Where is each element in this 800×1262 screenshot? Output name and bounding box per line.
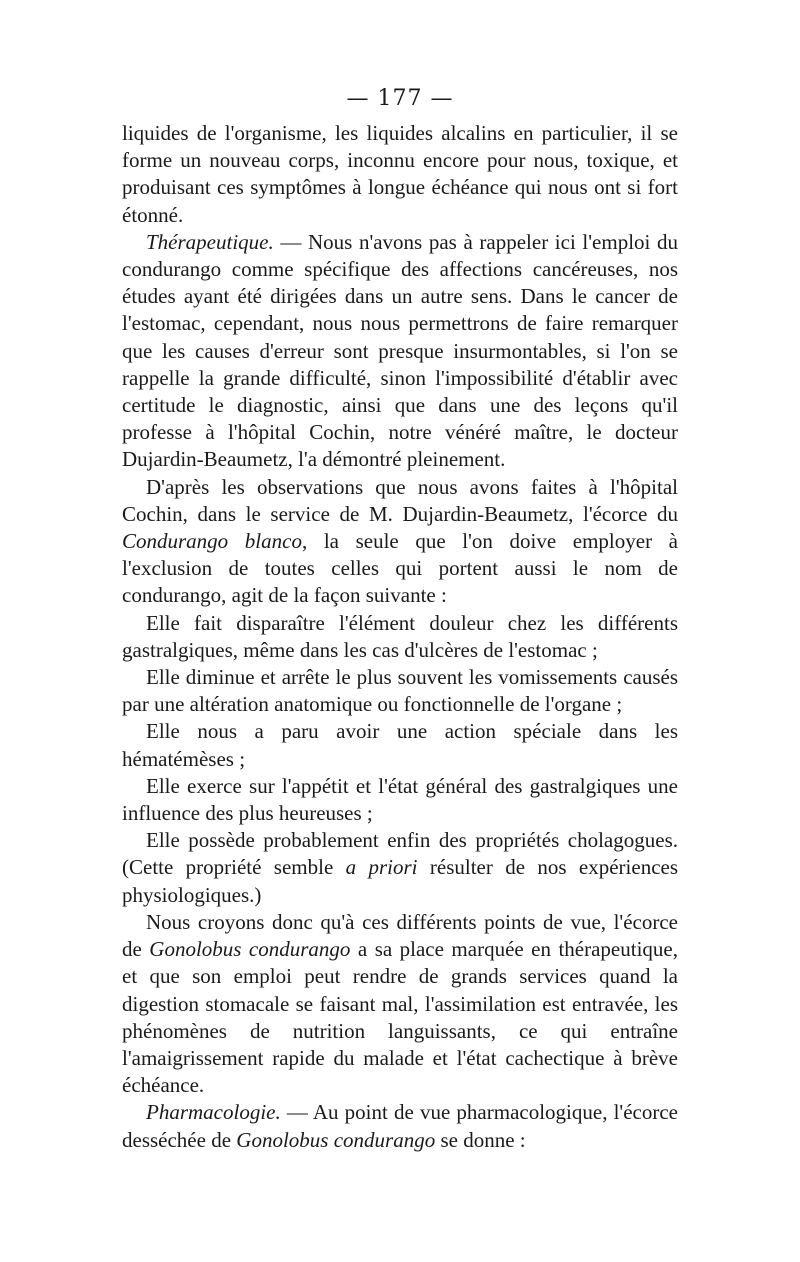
paragraph-text: Nous croyons donc qu'à ces différents points de vue, l'écorce de [122,909,678,962]
paragraph-text: résulter de nos expériences physiologiques.) [122,855,679,907]
paragraph-text: Elle fait disparaître l'élément douleur chez les différents gastralgiques, même dans les cas d'ulcères de l'estomac ; [122,610,678,662]
paragraph-text: D'après les observations que nous avons faites à l'hôpital Cochin, dans le service de M. Dujardin-Beaumetz, l'écorce du [122,474,678,526]
section-heading-therapeutique: Thérapeutique. [146,229,274,254]
page-number: — 177 — [346,86,454,111]
paragraph-conclusion [122,909,678,1099]
paragraph-effect-appetite [122,773,678,827]
paragraph-effect-pain [122,610,678,664]
paragraph-text: — Au point de vue pharmacologique, l'écorce desséchée de [122,1100,678,1152]
paragraph-therapeutique [122,229,678,474]
italic-term: Gonolobus condurango [149,937,351,962]
paragraph-pharmacologie [122,1099,678,1153]
section-heading-pharmacologie: Pharmacologie. [146,1100,281,1125]
paragraph-text: Elle exerce sur l'appétit et l'état général des gastralgiques une influence des plus heureuses ; [122,773,678,826]
paragraph-effect-cholagogue [122,827,678,909]
paragraph-effect-hematemesis [122,718,678,772]
paragraph-observations [122,474,678,610]
paragraph-text: liquides de l'organisme, les liquides alcalins en particulier, il se forme un nouveau corps, inconnu encore pour nous, toxique, et produisant ces symptômes à longue échéance qui nous ont si fort étonné. [122,121,678,227]
italic-term: Gonolobus condurango [236,1127,436,1152]
paragraph-text: a sa place marquée en thérapeutique, et que son emploi peut rendre de grands services quand la digestion stomacale se faisant mal, l'assimilation est entravée, les phénomènes de nutrition languissants, ce qui entraîne l'amaigrissement rapide du malade et l'état cachectique à brève échéance. [122,937,678,1098]
paragraph-text: , la seule que l'on doive employer à l'exclusion de toutes celles qui portent aussi le nom de condurango, agit de la façon suivante : [122,529,678,608]
body-text [122,120,678,1154]
paragraph-text: Elle possède probablement enfin des propriétés cholagogues. (Cette propriété semble [122,828,678,880]
italic-term: Condurango blanco [122,529,302,554]
paragraph-text: — Nous n'avons pas à rappeler ici l'emploi du condurango comme spécifique des affections cancéreuses, nos études ayant été dirigées dans un autre sens. Dans le cancer de l'estomac, cependant, nous nous permettrons de faire remarquer que les causes d'erreur sont presque insurmontables, si l'on se rappelle la grande difficulté, sinon l'impossibilité d'établir avec certitude le diagnostic, ainsi que dans une des leçons qu'il professe à l'hôpital Cochin, notre vénéré maître, le docteur Dujardin-Beaumetz, l'a démontré pleinement. [122,229,678,472]
paragraph-continuation [122,120,678,229]
paragraph-effect-vomiting [122,664,678,718]
paragraph-text: se donne : [435,1127,526,1152]
paragraph-text: Elle nous a paru avoir une action spéciale dans les hématémèses ; [122,719,678,771]
paragraph-text: Elle diminue et arrête le plus souvent les vomissements causés par une altération anatomique ou fonctionnelle de l'organe ; [122,665,678,717]
italic-term: a priori [345,855,418,880]
